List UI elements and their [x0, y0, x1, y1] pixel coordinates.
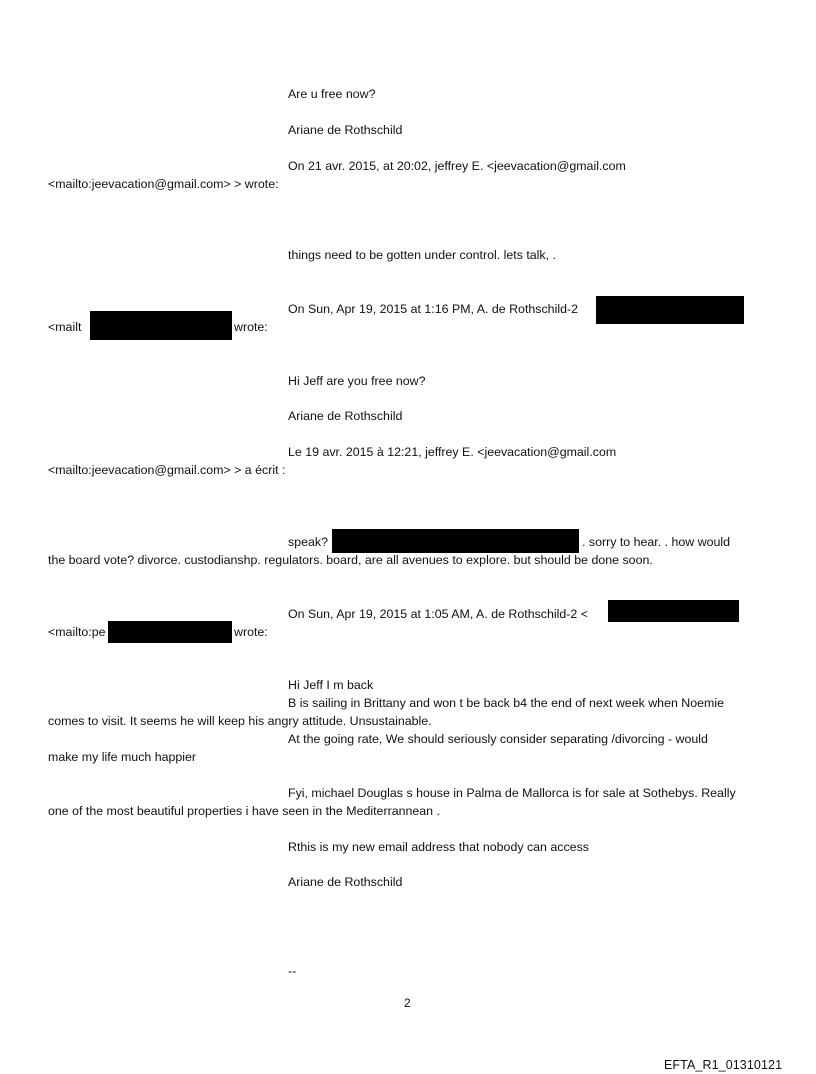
page-number: 2	[404, 996, 411, 1010]
message-line-board-vote: the board vote? divorce. custodianshp. regulators. board, are all avenues to explore. but should be done soon.	[48, 553, 653, 567]
quote-header-line: On 21 avr. 2015, at 20:02, jeffrey E. <jeevacation@gmail.com	[288, 159, 626, 173]
redaction-box	[90, 311, 232, 340]
message-line-brittany-cont: comes to visit. It seems he will keep his angry attitude. Unsustainable.	[48, 714, 432, 728]
message-line-new-email: Rthis is my new email address that nobody can access	[288, 840, 589, 854]
message-line-fyi: Fyi, michael Douglas s house in Palma de Mallorca is for sale at Sothebys. Really	[288, 786, 736, 800]
quote-header-wrote: wrote:	[234, 320, 268, 334]
signature-name: Ariane de Rothschild	[288, 123, 403, 137]
quote-header-line: On Sun, Apr 19, 2015 at 1:05 AM, A. de Rothschild-2 <	[288, 607, 588, 621]
message-line-are-u-free: Are u free now?	[288, 87, 376, 101]
message-line-back: Hi Jeff I m back	[288, 678, 374, 692]
quote-header-mailto-prefix: <mailto:pe	[48, 625, 106, 639]
message-line-going-rate: At the going rate, We should seriously consider separating /divorcing - would	[288, 732, 708, 746]
message-line-brittany: B is sailing in Brittany and won t be back b4 the end of next week when Noemie	[288, 696, 724, 710]
quote-header-mailto: <mailto:jeevacation@gmail.com> > a écrit :	[48, 463, 286, 477]
document-id-footer: EFTA_R1_01310121	[664, 1058, 783, 1072]
signature-name: Ariane de Rothschild	[288, 409, 403, 423]
redaction-box	[332, 529, 579, 553]
redaction-box	[108, 621, 232, 643]
quote-header-mailto: <mailto:jeevacation@gmail.com> > wrote:	[48, 177, 279, 191]
signature-name: Ariane de Rothschild	[288, 875, 403, 889]
message-line-fyi-cont: one of the most beautiful properties i have seen in the Mediterrannean .	[48, 804, 440, 818]
redaction-box	[608, 600, 739, 622]
message-line-going-rate-cont: make my life much happier	[48, 750, 197, 764]
quote-header-mailto-prefix: <mailt	[48, 320, 82, 334]
quote-header-line: On Sun, Apr 19, 2015 at 1:16 PM, A. de Rothschild-2	[288, 302, 578, 316]
redaction-box	[596, 296, 744, 324]
signature-separator: --	[288, 964, 297, 978]
message-line-sorry-to-hear: . sorry to hear. . how would	[582, 535, 731, 549]
quote-header-line: Le 19 avr. 2015 à 12:21, jeffrey E. <jeevacation@gmail.com	[288, 445, 617, 459]
quote-header-wrote: wrote:	[234, 625, 268, 639]
message-line-speak: speak?	[288, 535, 328, 549]
message-line-things-need: things need to be gotten under control. lets talk, .	[288, 248, 556, 262]
message-line-hi-jeff: Hi Jeff are you free now?	[288, 374, 426, 388]
